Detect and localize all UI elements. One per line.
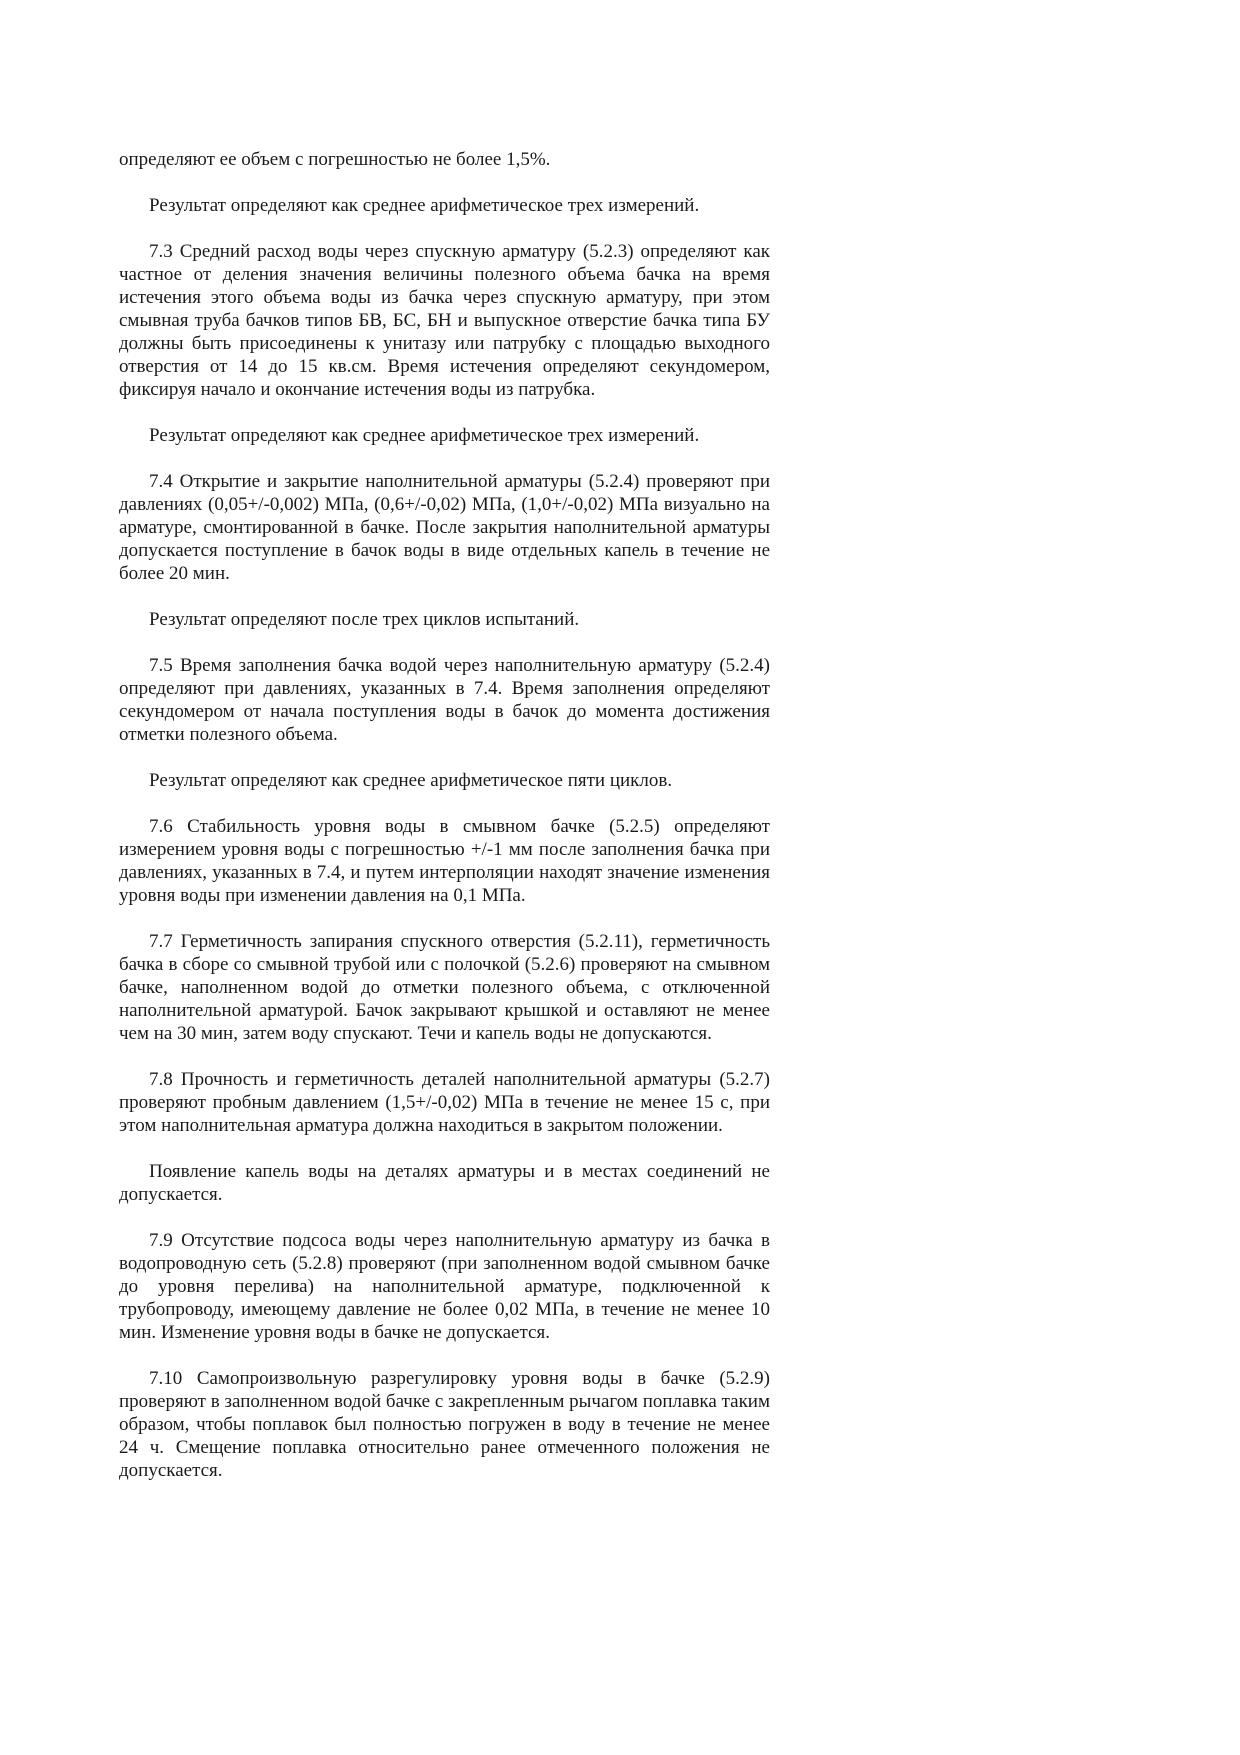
paragraph-continuation: определяют ее объем с погрешностью не более 1,5%. — [119, 149, 551, 170]
paragraph-7-5: 7.5 Время заполнения бачка водой через наполнительную арматуру (5.2.4) определяют при давлениях, указанных в 7.4. Время заполнения определяют секундомером от начала поступления воды в бачок до момента достижения отметки полезного объема. — [119, 655, 770, 745]
paragraph-drip-note: Появление капель воды на деталях арматуры и в местах соединений не допускается. — [119, 1161, 770, 1205]
paragraph-7-8: 7.8 Прочность и герметичность деталей наполнительной арматуры (5.2.7) проверяют пробным давлением (1,5+/-0,02) МПа в течение не менее 15 с, при этом наполнительная арматура должна находиться в закрытом положении. — [119, 1069, 770, 1136]
paragraph-7-3: 7.3 Средний расход воды через спускную арматуру (5.2.3) определяют как частное от деления значения величины полезного объема бачка на время истечения этого объема воды из бачка через спускную арматуру, при этом смывная труба бачков типов БВ, БС, БН и выпускное отверстие бачка типа БУ должны быть присоединены к унитазу или патрубку с площадью выходного отверстия от 14 до 15 кв.см. Время истечения определяют секундомером, фиксируя начало и окончание истечения воды из патрубка. — [119, 241, 770, 400]
document-page — [119, 148, 770, 1505]
paragraph-result-note: Результат определяют как среднее арифметическое пяти циклов. — [149, 770, 673, 791]
paragraph-result-note: Результат определяют как среднее арифметическое трех измерений. — [149, 195, 700, 216]
paragraph-result-note: Результат определяют после трех циклов испытаний. — [149, 609, 580, 630]
paragraph-result-note: Результат определяют как среднее арифметическое трех измерений. — [149, 425, 700, 446]
paragraph-7-9: 7.9 Отсутствие подсоса воды через наполнительную арматуру из бачка в водопроводную сеть (5.2.8) проверяют (при заполненном водой смывном бачке до уровня перелива) на наполнительной арматуре, подключенной к трубопроводу, имеющему давление не более 0,02 МПа, в течение не менее 10 мин. Изменение уровня воды в бачке не допускается. — [119, 1230, 770, 1343]
paragraph-7-6: 7.6 Стабильность уровня воды в смывном бачке (5.2.5) определяют измерением уровня воды с погрешностью +/-1 мм после заполнения бачка при давлениях, указанных в 7.4, и путем интерполяции находят значение изменения уровня воды при изменении давления на 0,1 МПа. — [119, 816, 770, 906]
paragraph-7-10: 7.10 Самопроизвольную разрегулировку уровня воды в бачке (5.2.9) проверяют в заполненном водой бачке с закрепленным рычагом поплавка таким образом, чтобы поплавок был полностью погружен в воду в течение не менее 24 ч. Смещение поплавка относительно ранее отмеченного положения не допускается. — [119, 1368, 770, 1481]
paragraph-7-7: 7.7 Герметичность запирания спускного отверстия (5.2.11), герметичность бачка в сборе со смывной трубой или с полочкой (5.2.6) проверяют на смывном бачке, наполненном водой до отметки полезного объема, с отключенной наполнительной арматурой. Бачок закрывают крышкой и оставляют не менее чем на 30 мин, затем воду спускают. Течи и капель воды не допускаются. — [119, 931, 770, 1044]
paragraph-7-4: 7.4 Открытие и закрытие наполнительной арматуры (5.2.4) проверяют при давлениях (0,05+/-0,002) МПа, (0,6+/-0,02) МПа, (1,0+/-0,02) МПа визуально на арматуре, смонтированной в бачке. После закрытия наполнительной арматуры допускается поступление в бачок воды в виде отдельных капель в течение не более 20 мин. — [119, 471, 770, 584]
